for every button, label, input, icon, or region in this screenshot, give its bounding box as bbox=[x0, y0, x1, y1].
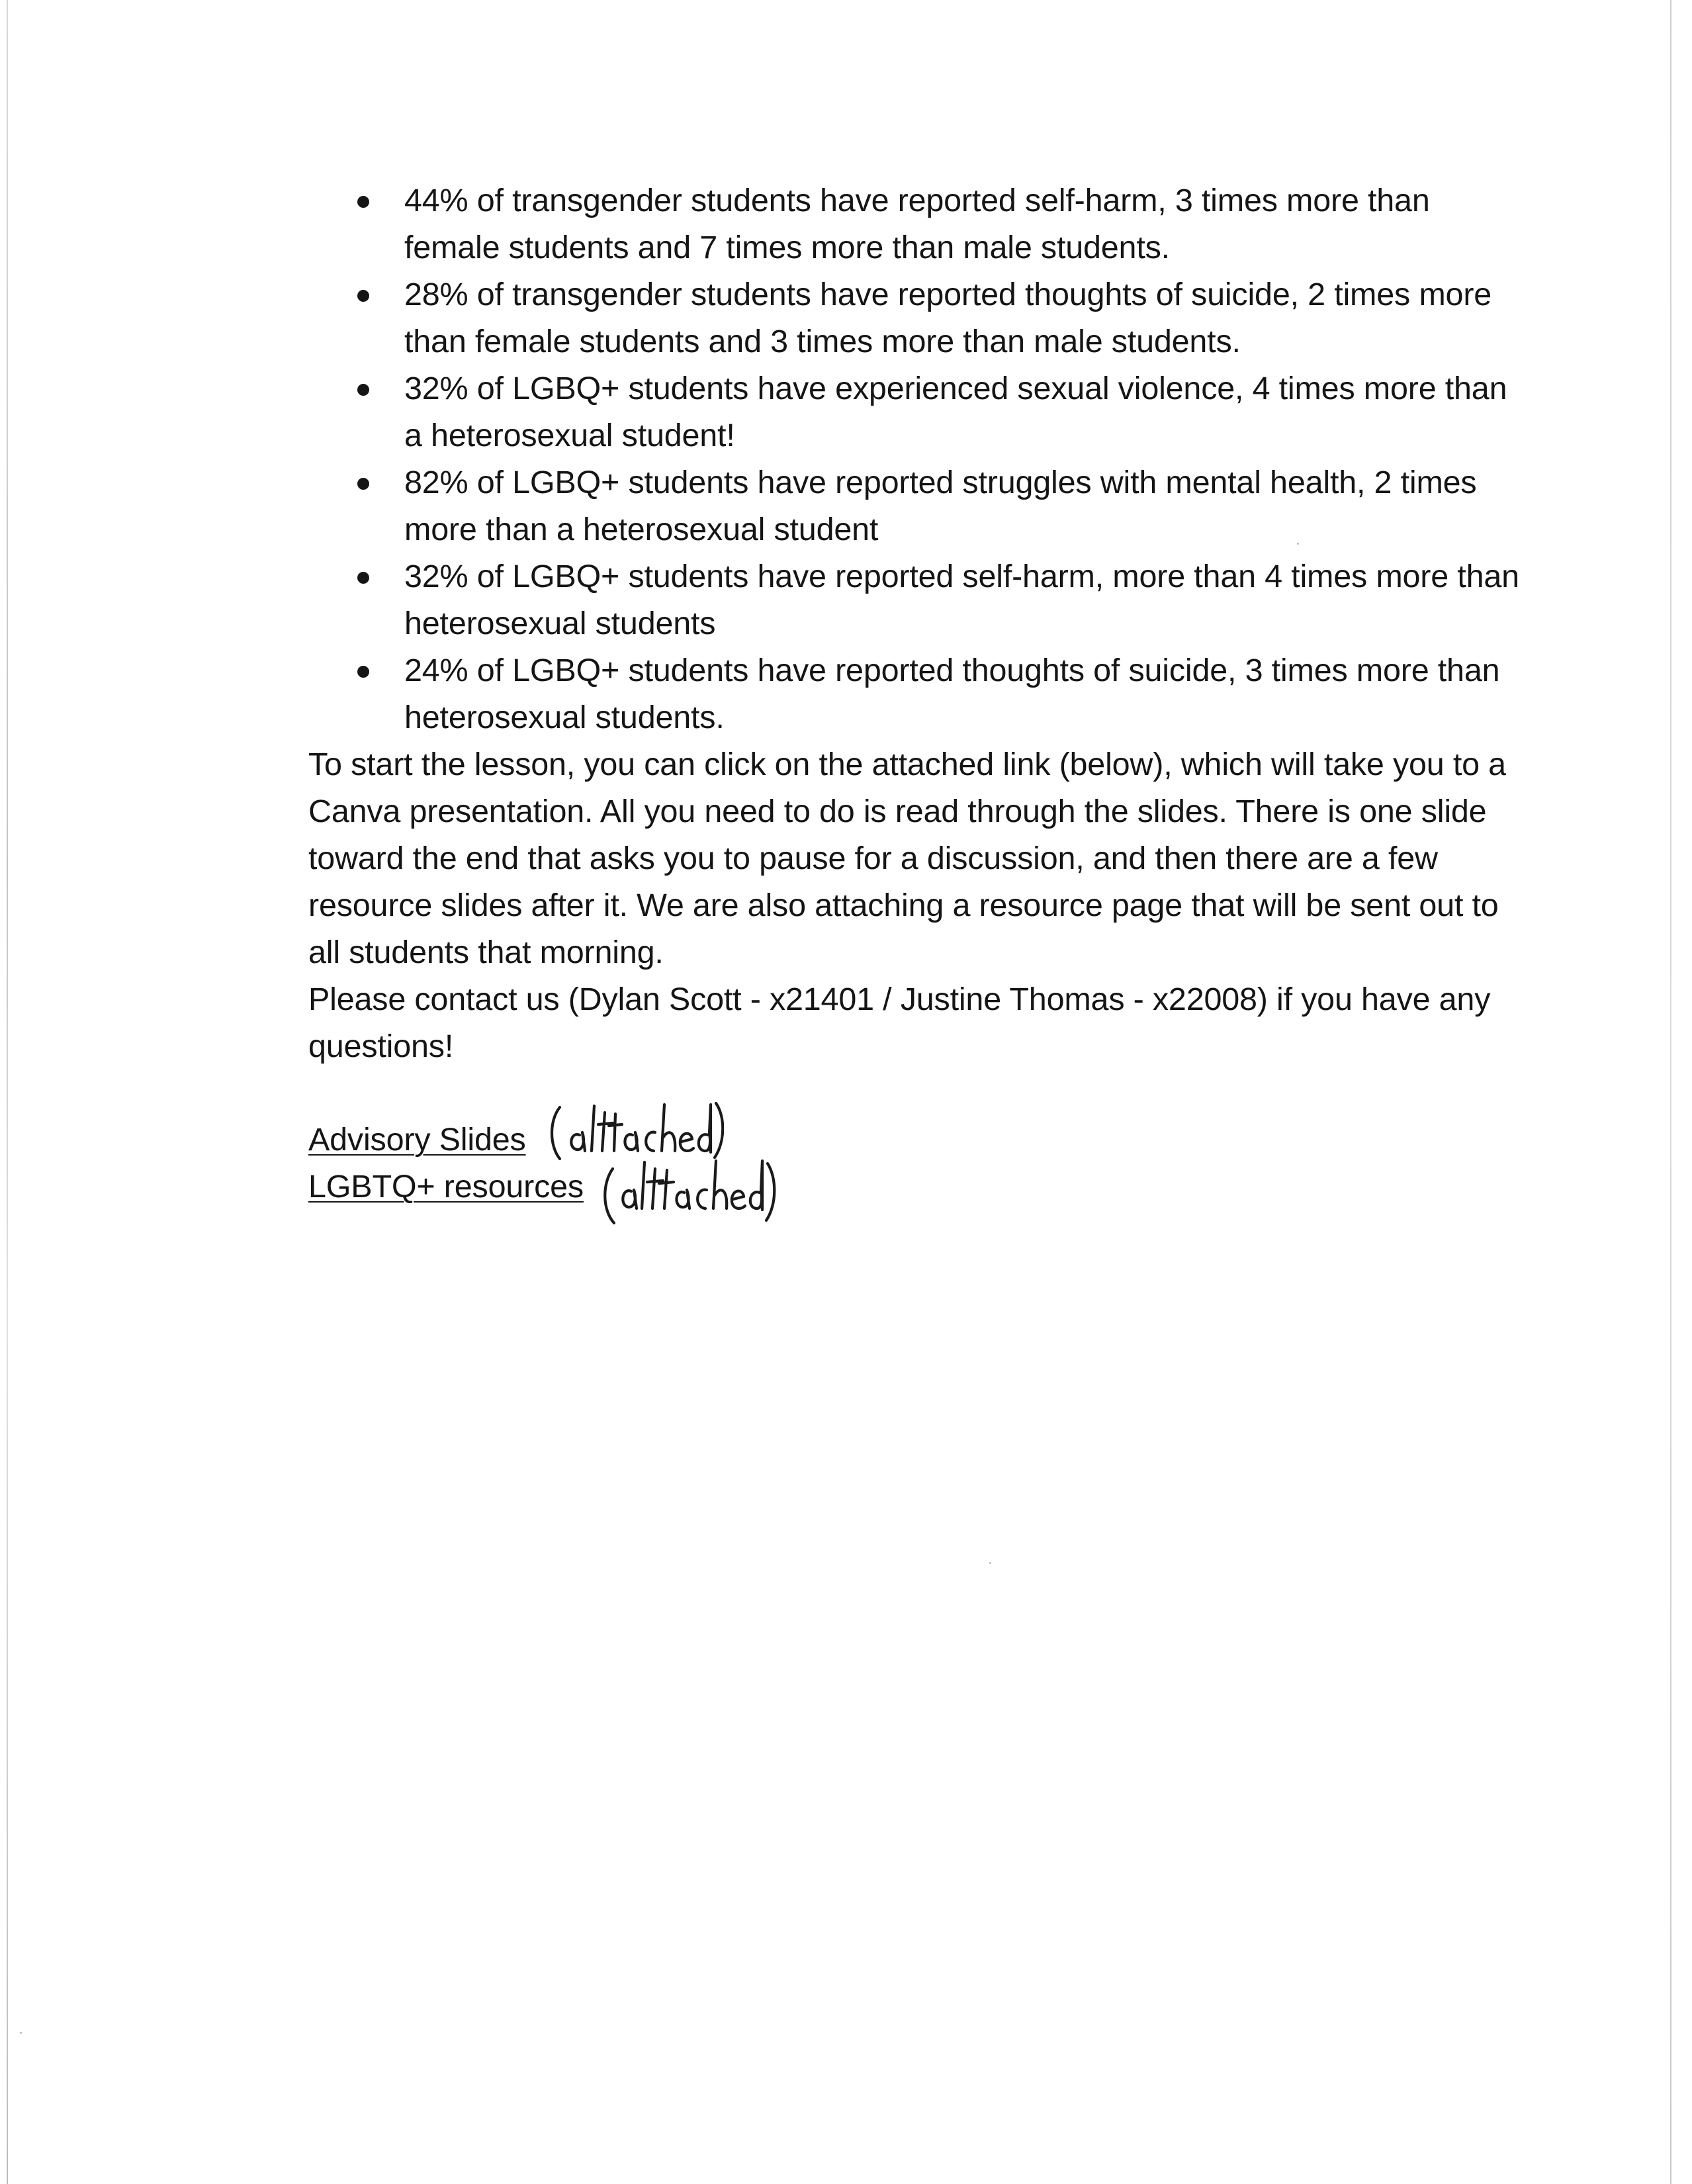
statistics-list bbox=[308, 177, 1519, 741]
advisory-slides-link[interactable]: Advisory Slides bbox=[308, 1122, 526, 1158]
list-item bbox=[308, 553, 1519, 647]
list-item bbox=[308, 271, 1519, 365]
bullet-icon bbox=[357, 384, 369, 396]
lesson-instructions-paragraph: To start the lesson, you can click on the attached link (below), which will take you to a Canva presentation. All you need to do is read through the slides. There is one slide toward the end that asks you to pause for a discussion, and then there are a few resource slides after it. We are also attaching a resource page that will be sent out to all students that morning. bbox=[308, 747, 1506, 970]
bullet-icon bbox=[357, 290, 369, 302]
scan-edge-right bbox=[1670, 0, 1671, 2184]
list-item bbox=[308, 647, 1519, 741]
link-row-advisory-slides bbox=[308, 1116, 1519, 1163]
bullet-icon bbox=[357, 478, 369, 490]
list-item-text: 44% of transgender students have reported self-harm, 3 times more than female students and 7 times more than male students. bbox=[404, 183, 1430, 265]
list-item-text: 24% of LGBQ+ students have reported thoughts of suicide, 3 times more than heterosexual students. bbox=[404, 653, 1500, 735]
handwritten-attached-note bbox=[598, 1149, 777, 1242]
lgbtq-resources-link[interactable]: LGBTQ+ resources bbox=[308, 1169, 584, 1205]
list-item bbox=[308, 177, 1519, 271]
list-item-text: 28% of transgender students have reported thoughts of suicide, 2 times more than female students and 3 times more than male students. bbox=[404, 277, 1492, 359]
scan-speck bbox=[20, 2032, 22, 2034]
bullet-icon bbox=[357, 572, 369, 584]
bullet-icon bbox=[357, 196, 369, 208]
list-item bbox=[308, 459, 1519, 553]
bullet-icon bbox=[357, 666, 369, 678]
list-item-text: 32% of LGBQ+ students have experienced sexual violence, 4 times more than a heterosexual student! bbox=[404, 371, 1507, 453]
scan-edge-left bbox=[7, 0, 8, 2184]
list-item bbox=[308, 365, 1519, 459]
contact-paragraph: Please contact us (Dylan Scott - x21401 / Justine Thomas - x22008) if you have any questions! bbox=[308, 981, 1491, 1064]
list-item-text: 32% of LGBQ+ students have reported self-harm, more than 4 times more than heterosexual students bbox=[404, 559, 1519, 641]
link-row-lgbtq-resources bbox=[308, 1163, 1519, 1210]
scan-speck bbox=[989, 1562, 991, 1564]
document-body bbox=[308, 177, 1519, 1210]
attachment-links bbox=[308, 1116, 1519, 1210]
list-item-text: 82% of LGBQ+ students have reported struggles with mental health, 2 times more than a heterosexual student bbox=[404, 465, 1477, 547]
